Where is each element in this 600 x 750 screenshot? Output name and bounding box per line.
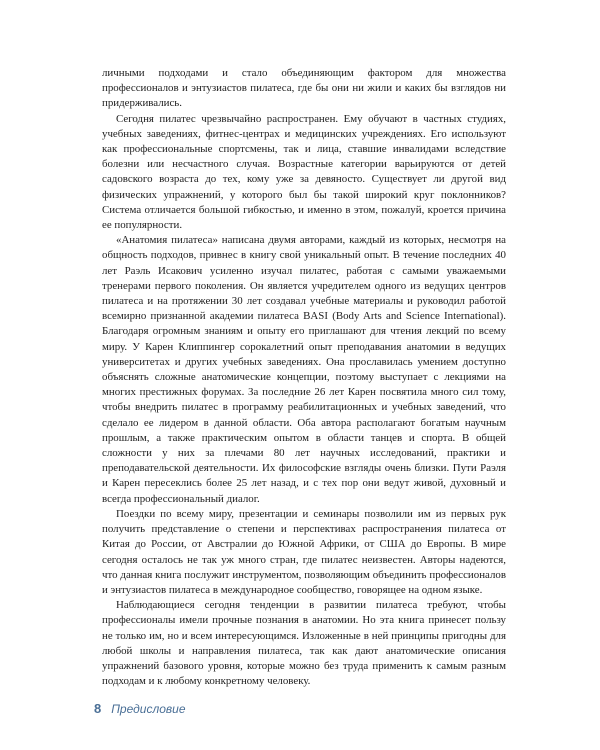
paragraph-travels: Поездки по всему миру, презентации и семинары позволили им из первых рук получить представление о степени и перспективах распространения пилатеса от Китая до России, от Австралии до Южной Африки, от США до Европы. В мире сегодня осталось не так уж много стран, где пилатес неизвестен. Авторы надеются, что данная книга послужит инструментом, позволяющим объединить профессионалов и энтузиастов пилатеса в международное сообщество, говорящее на одном языке. xyxy=(102,507,506,596)
running-title: Предисловие xyxy=(111,702,186,716)
paragraph-authors: «Анатомия пилатеса» написана двумя авторами, каждый из которых, несмотря на общность подходов, привнес в книгу свой уникальный опыт. В течение последних 40 лет Раэль Исакович усиленно изучал пилатес, работая с самыми уважаемыми тренерами первого поколения. Он является учредителем одного из ведущих центров пилатеса и на протяжении 30 лет создавал учебные материалы и руководил работой всемирно признанной академии пилатеса BASI (Body Arts and Science International). Благодаря огромным знаниям и опыту его приглашают для чтения лекций по всему миру. У Карен Клиппингер сорокалетний опыт преподавания анатомии в ведущих университетах и других учебных заведениях. Она прославилась умением доступно объяснять сложные анатомические концепции, поэтому выступает с лекциями на многих престижных форумах. За последние 26 лет Карен посвятила много сил тому, чтобы внедрить пилатес в программу реабилитационных и учебных заведений, что сделало ее лидером в данной области. Оба автора располагают богатым научным прошлым, а также практическим опытом в области танцев и спорта. В общей сложности у них за плечами 80 лет научных исследований, практики и преподавательской деятельности. Их философские взгляды очень близки. Пути Раэля и Карен пересеклись более 25 лет назад, и с тех пор они ведут живой, духовный и всегда профессиональный диалог. xyxy=(102,234,506,505)
page-number: 8 xyxy=(94,701,102,716)
paragraph-popularity: Сегодня пилатес чрезвычайно распространен. Ему обучают в частных студиях, учебных заведениях, фитнес-центрах и медицинских учреждениях. Его используют как профессиональные спортсмены, так и лица, ставшие инвалидами вследствие болезни или несчастного случая. Возрастные категории варьируются от детей садовского возраста до тех, кому уже за девяносто. Существует ли другой вид физических упражнений, у которого был бы такой широкий круг поклонников? Система отличается большой гибкостью, и именно в этом, пожалуй, кроется причина ее популярности. xyxy=(102,112,506,232)
body-text xyxy=(102,66,506,689)
paragraph-trends: Наблюдающиеся сегодня тенденции в развитии пилатеса требуют, чтобы профессионалы имели прочные познания в анатомии. Но эта книга принесет пользу не только им, но и всем интересующимся. Изложенные в ней принципы пригодны для любой школы и направления пилатеса, так как дают анатомические описания упражнений базового уровня, которые можно без труда применить к самым разным подходам и к любому конкретному человеку. xyxy=(102,599,506,688)
paragraph-continuation: личными подходами и стало объединяющим фактором для множества профессионалов и энтузиастов пилатеса, где бы они ни жили и каких бы взглядов ни придерживались. xyxy=(102,67,506,110)
page-footer xyxy=(94,701,186,717)
